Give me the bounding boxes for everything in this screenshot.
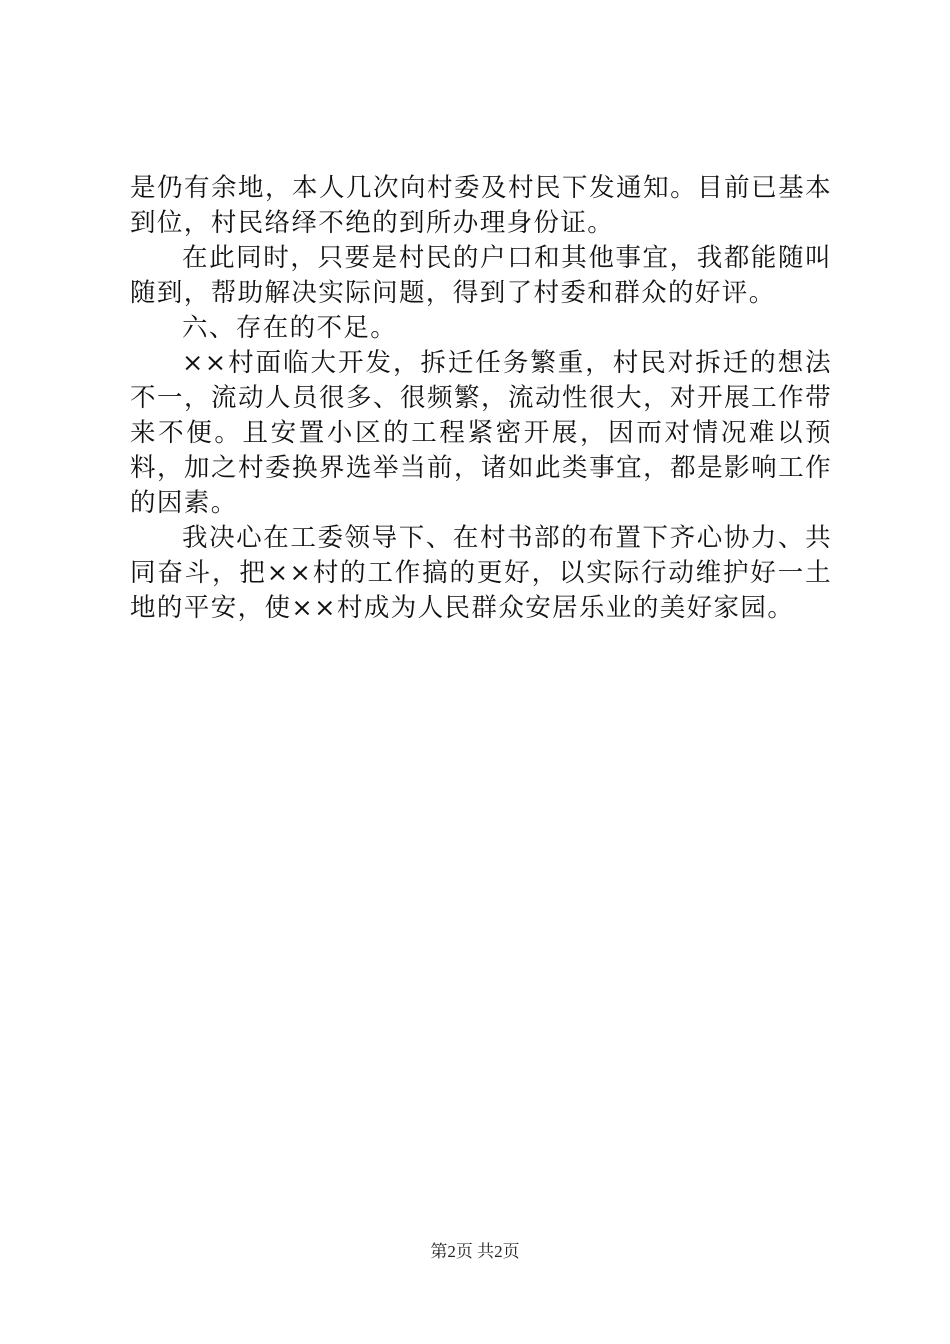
document-body — [130, 171, 832, 626]
page-number-footer: 第2页 共2页 — [430, 1242, 520, 1261]
section-heading-shortcomings: 六、存在的不足。 — [182, 313, 398, 343]
paragraph-household-affairs: 在此同时，只要是村民的户口和其他事宜，我都能随叫随到，帮助解决实际问题，得到了村委和群众的好评。 — [130, 243, 832, 308]
paragraph-continuation: 是仍有余地，本人几次向村委及村民下发通知。目前已基本到位，村民络绎不绝的到所办理身份证。 — [130, 173, 832, 238]
paragraph-resolution: 我决心在工委领导下、在村书部的布置下齐心协力、共同奋斗，把××村的工作搞的更好，以实际行动维护好一土地的平安，使××村成为人民群众安居乐业的美好家园。 — [130, 523, 832, 623]
paragraph-shortcomings: ××村面临大开发，拆迁任务繁重，村民对拆迁的想法不一，流动人员很多、很频繁，流动性很大，对开展工作带来不便。且安置小区的工程紧密开展，因而对情况难以预料，加之村委换界选举当前，诸如此类事宜，都是影响工作的因素。 — [130, 348, 832, 518]
